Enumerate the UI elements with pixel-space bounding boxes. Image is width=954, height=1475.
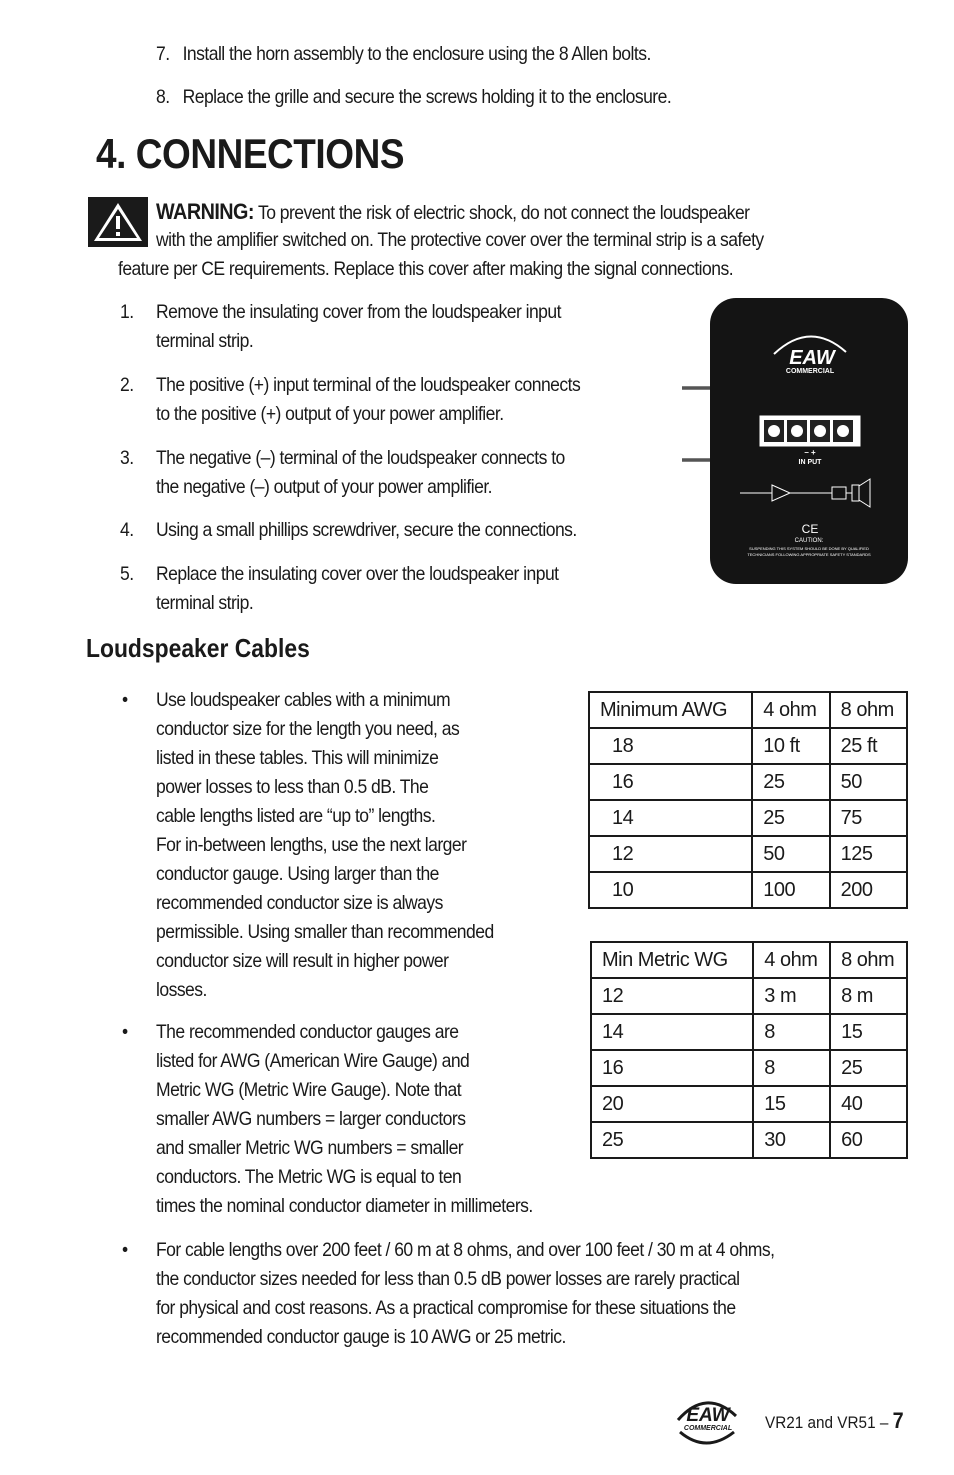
table-cell: 100	[752, 872, 829, 908]
table-row	[591, 978, 907, 1014]
bullet-line: conductors. The Metric WG is equal to ten	[156, 1166, 462, 1188]
bullet-1	[156, 686, 588, 1005]
table-cell: 25 ft	[830, 728, 907, 764]
table-cell: 16	[589, 764, 752, 800]
table-row	[591, 1014, 907, 1050]
panel-polarity: – +	[804, 448, 816, 457]
terminal-panel	[710, 298, 908, 584]
panel-brand: EAW	[789, 347, 835, 369]
table-cell: 20	[591, 1086, 753, 1122]
table-cell: 15	[753, 1086, 830, 1122]
table-cell: 25	[752, 800, 829, 836]
step-line: the negative (–) output of your power amplifier.	[156, 476, 493, 498]
table-header-cell: 4 ohm	[752, 692, 829, 728]
panel-ce-mark: CE	[801, 522, 819, 536]
step-8	[156, 83, 671, 112]
step-line: terminal strip.	[156, 330, 254, 352]
bullet-line: listed for AWG (American Wire Gauge) and	[156, 1050, 470, 1072]
bullet-2-marker: •	[122, 1021, 128, 1043]
panel-caution-line-1: SUSPENDING THIS SYSTEM SHOULD BE DONE BY QUALIFIED	[749, 546, 869, 551]
bullet-line: Use loudspeaker cables with a minimum	[156, 689, 451, 711]
table-row	[591, 1086, 907, 1122]
step-line: Remove the insulating cover from the loudspeaker input	[156, 301, 561, 323]
bullet-1-marker: •	[122, 689, 128, 711]
table-row	[589, 728, 907, 764]
table-cell: 50	[830, 764, 907, 800]
bullet-line: recommended conductor size is always	[156, 892, 443, 914]
panel-brand-sub: COMMERCIAL	[785, 368, 835, 375]
step-number: 1.	[120, 301, 134, 323]
table-cell: 10 ft	[752, 728, 829, 764]
table-row	[589, 872, 907, 908]
table-header-cell: Min Metric WG	[591, 942, 753, 978]
bullet-line: power losses to less than 0.5 dB. The	[156, 776, 429, 798]
step-line: The positive (+) input terminal of the loudspeaker connects	[156, 374, 581, 396]
table-header-cell: 8 ohm	[830, 942, 907, 978]
table-row	[589, 836, 907, 872]
step-number: 7.	[156, 43, 170, 65]
step-7	[156, 40, 651, 69]
bullet-line: for physical and cost reasons. As a practical compromise for these situations the	[156, 1297, 736, 1319]
table-header-row	[591, 942, 907, 978]
table-header-cell: Minimum AWG	[589, 692, 752, 728]
bullet-line: the conductor sizes needed for less than 0.5 dB power losses are rarely practical	[156, 1268, 740, 1290]
table-cell: 16	[591, 1050, 753, 1086]
table-cell: 15	[830, 1014, 907, 1050]
table-header-cell: 4 ohm	[753, 942, 830, 978]
table-header-cell: 8 ohm	[830, 692, 907, 728]
bullet-line: listed in these tables. This will minimize	[156, 747, 439, 769]
bullet-line: and smaller Metric WG numbers = smaller	[156, 1137, 464, 1159]
table-cell: 25	[752, 764, 829, 800]
table-header-row	[589, 692, 907, 728]
table-cell: 14	[589, 800, 752, 836]
step-text: Replace the grille and secure the screws holding it to the enclosure.	[182, 86, 672, 108]
table-row	[591, 1122, 907, 1158]
table-cell: 200	[830, 872, 907, 908]
table-cell: 8	[753, 1050, 830, 1086]
bullet-line: For in-between lengths, use the next larger	[156, 834, 467, 856]
step-number: 4.	[120, 519, 134, 541]
panel-caution-title: CAUTION:	[794, 538, 824, 544]
table-cell: 75	[830, 800, 907, 836]
bullet-line: conductor gauge. Using larger than the	[156, 863, 439, 885]
bullet-line: smaller AWG numbers = larger conductors	[156, 1108, 466, 1130]
bullet-line: For cable lengths over 200 feet / 60 m at 8 ohms, and over 100 feet / 30 m at 4 ohms,	[156, 1239, 775, 1261]
footer-logo-text: EAW	[686, 1405, 730, 1426]
warning-line-3: feature per CE requirements. Replace this cover after making the signal connections.	[118, 258, 734, 280]
cables-heading: Loudspeaker Cables	[86, 633, 310, 663]
table-cell: 30	[753, 1122, 830, 1158]
table-cell: 8 m	[830, 978, 907, 1014]
section-title: 4. CONNECTIONS	[96, 130, 405, 177]
table-cell: 125	[830, 836, 907, 872]
metric-table	[590, 941, 908, 1159]
awg-table	[588, 691, 908, 909]
bullet-line: conductor size will result in higher power	[156, 950, 449, 972]
table-cell: 60	[830, 1122, 907, 1158]
panel-caution-line-2: TECHNICIANS FOLLOWING APPROPRIATE SAFETY STANDARDS	[747, 552, 871, 557]
bullet-line: cable lengths listed are “up to” lengths.	[156, 805, 436, 827]
table-cell: 12	[591, 978, 753, 1014]
bullet-line: times the nominal conductor diameter in millimeters.	[156, 1195, 533, 1217]
panel-input-label: IN PUT	[798, 459, 822, 466]
table-cell: 8	[753, 1014, 830, 1050]
step-text: Install the horn assembly to the enclosure using the 8 Allen bolts.	[182, 43, 651, 65]
warning-line-2: with the amplifier switched on. The protective cover over the terminal strip is a safety	[156, 229, 764, 251]
step-line: Using a small phillips screwdriver, secure the connections.	[156, 519, 577, 541]
table-cell: 25	[591, 1122, 753, 1158]
footer-page-number: 7	[892, 1408, 904, 1433]
bullet-line: The recommended conductor gauges are	[156, 1021, 459, 1043]
step-line: The negative (–) terminal of the loudspeaker connects to	[156, 447, 565, 469]
footer-logo-sub: COMMERCIAL	[683, 1425, 733, 1432]
table-row	[589, 800, 907, 836]
warning-line-1	[156, 197, 894, 228]
table-cell: 50	[752, 836, 829, 872]
table-cell: 3 m	[753, 978, 830, 1014]
bullet-line: conductor size for the length you need, as	[156, 718, 460, 740]
page-footer	[765, 1408, 904, 1434]
table-row	[591, 1050, 907, 1086]
table-cell: 18	[589, 728, 752, 764]
step-number: 8.	[156, 86, 170, 108]
table-cell: 12	[589, 836, 752, 872]
bullet-line: losses.	[156, 979, 207, 1001]
bullet-2	[156, 1018, 660, 1221]
footer-logo	[670, 1390, 745, 1454]
bullet-3	[156, 1236, 912, 1352]
step-line: to the positive (+) output of your power amplifier.	[156, 403, 504, 425]
table-row	[589, 764, 907, 800]
step-number: 2.	[120, 374, 134, 396]
bullet-line: recommended conductor gauge is 10 AWG or 25 metric.	[156, 1326, 566, 1348]
step-number: 3.	[120, 447, 134, 469]
warning-text-1: To prevent the risk of electric shock, do not connect the loudspeaker	[257, 202, 750, 224]
bullet-3-marker: •	[122, 1239, 128, 1261]
warning-icon	[88, 197, 148, 252]
bullet-line: permissible. Using smaller than recommended	[156, 921, 494, 943]
table-cell: 10	[589, 872, 752, 908]
warning-label: WARNING:	[156, 199, 254, 224]
step-number: 5.	[120, 563, 134, 585]
step-line: Replace the insulating cover over the loudspeaker input	[156, 563, 559, 585]
table-cell: 40	[830, 1086, 907, 1122]
table-cell: 14	[591, 1014, 753, 1050]
step-line: terminal strip.	[156, 592, 254, 614]
bullet-line: Metric WG (Metric Wire Gauge). Note that	[156, 1079, 462, 1101]
table-cell: 25	[830, 1050, 907, 1086]
footer-doc-title: VR21 and VR51 –	[765, 1413, 889, 1432]
